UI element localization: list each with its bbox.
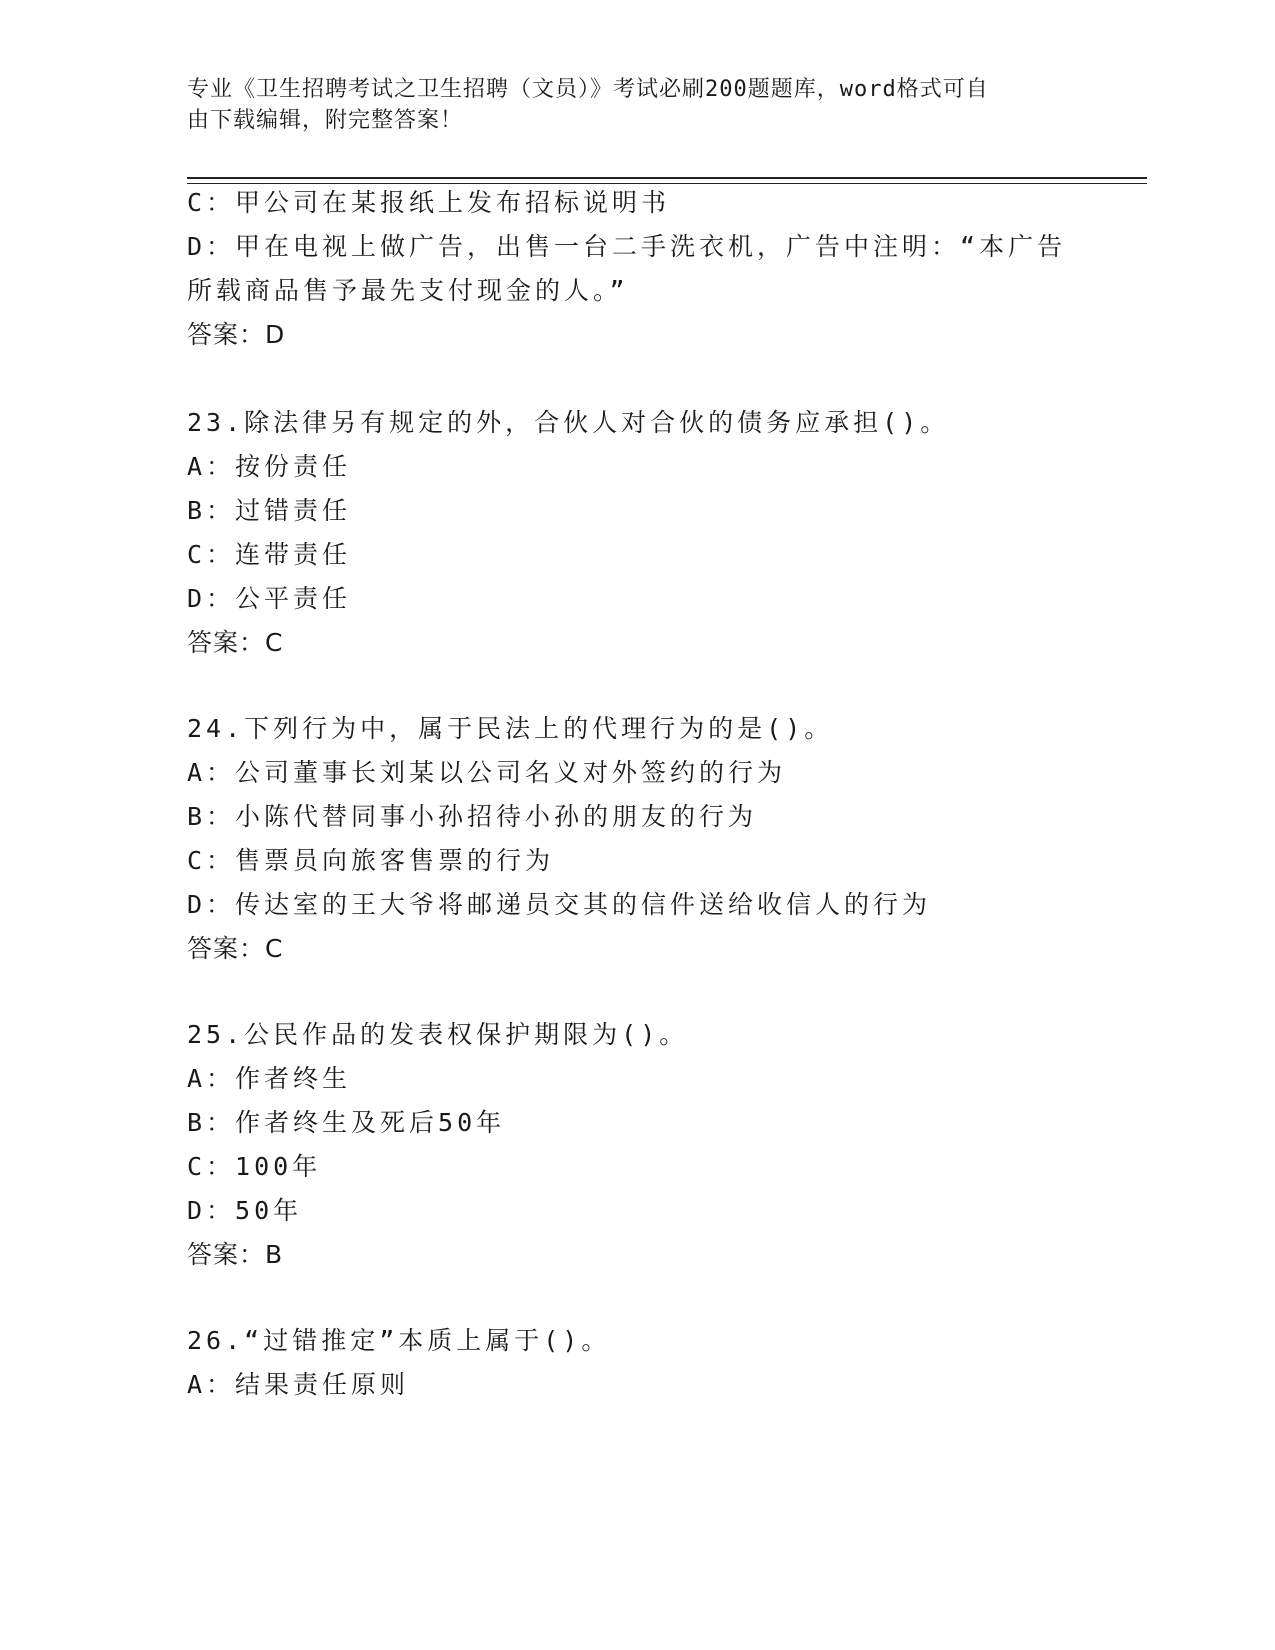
- q25-stem: 25.公民作品的发表权保护期限为()。: [187, 1020, 689, 1049]
- q25-option-d: D：50年: [187, 1196, 303, 1225]
- q26-stem: 26.“过错推定”本质上属于()。: [187, 1326, 611, 1355]
- header-divider-thin: [187, 183, 1147, 184]
- q22-option-d-line-1: D：甲在电视上做广告，出售一台二手洗衣机，广告中注明：“本广告: [187, 232, 1067, 261]
- header-line-1: 专业《卫生招聘考试之卫生招聘（文员）》考试必刷200题题库，word格式可自: [187, 77, 989, 102]
- q25-answer: 答案：B: [187, 1240, 284, 1269]
- header-line-2: 由下载编辑，附完整答案！: [187, 108, 464, 133]
- q25-option-c: C：100年: [187, 1152, 322, 1181]
- q24-answer: 答案：C: [187, 934, 284, 963]
- q25-option-b: B：作者终生及死后50年: [187, 1108, 506, 1137]
- q23-option-c: C：连带责任: [187, 540, 352, 569]
- q24-option-d: D：传达室的王大爷将邮递员交其的信件送给收信人的行为: [187, 890, 932, 919]
- document-header: [187, 74, 1067, 136]
- q25-option-a: A：作者终生: [187, 1064, 352, 1093]
- q24-option-a: A：公司董事长刘某以公司名义对外签约的行为: [187, 758, 787, 787]
- q23-answer: 答案：C: [187, 628, 284, 657]
- q24-option-b: B：小陈代替同事小孙招待小孙的朋友的行为: [187, 802, 758, 831]
- q22-option-c: C：甲公司在某报纸上发布招标说明书: [187, 188, 671, 217]
- q23-stem: 23.除法律另有规定的外，合伙人对合伙的债务应承担()。: [187, 408, 950, 437]
- q23-option-a: A：按份责任: [187, 452, 352, 481]
- q24-stem: 24.下列行为中，属于民法上的代理行为的是()。: [187, 714, 834, 743]
- q26-option-a: A：结果责任原则: [187, 1370, 410, 1399]
- q22-option-d-line-2: 所载商品售予最先支付现金的人。”: [187, 276, 629, 305]
- q22-answer: 答案：D: [187, 320, 286, 349]
- q23-option-d: D：公平责任: [187, 584, 352, 613]
- header-divider-thick: [187, 177, 1147, 179]
- q23-option-b: B：过错责任: [187, 496, 352, 525]
- q24-option-c: C：售票员向旅客售票的行为: [187, 846, 555, 875]
